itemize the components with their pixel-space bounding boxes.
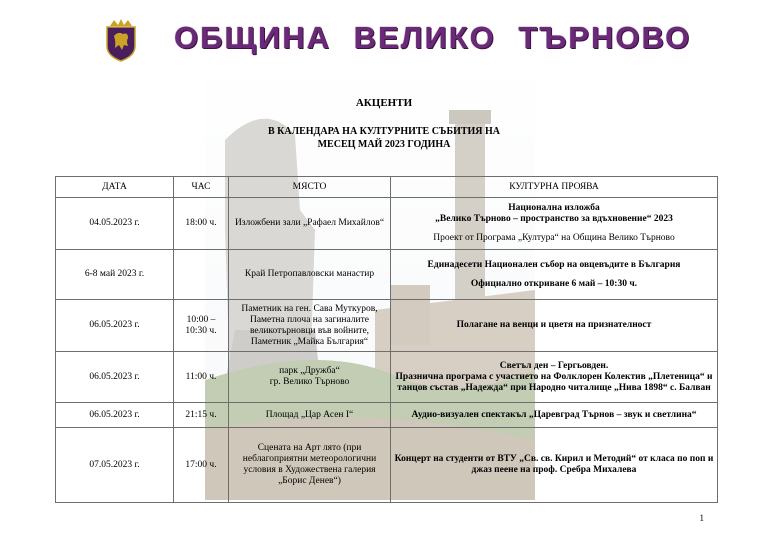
table-row <box>56 198 718 250</box>
header-time: ЧАС <box>174 177 229 198</box>
cell-event: Концерт на студенти от ВТУ „Св. св. Кирил и Методий“ от класа по поп и джаз пеене на проф. Сребра Михалева <box>391 428 718 503</box>
cell-place <box>229 352 391 403</box>
header-event: КУЛТУРНА ПРОЯВА <box>391 177 718 198</box>
table-row <box>56 403 718 428</box>
cell-date: 06.05.2023 г. <box>56 300 174 352</box>
cell-place: Паметник на ген. Сава Муткуров, Паметна плоча на загиналите великотърновци във войните, Паметник „Майка България“ <box>229 300 391 352</box>
header-date: ДАТА <box>56 177 174 198</box>
cell-place: Изложбени зали „Рафаел Михайлов“ <box>229 198 391 250</box>
cell-event <box>391 198 718 250</box>
event-line: Официално откриване 6 май – 10:30 ч. <box>470 278 638 289</box>
event-line: Светъл ден – Гергьовден. <box>499 360 609 371</box>
table-row <box>56 428 718 503</box>
page-number: 1 <box>699 513 704 523</box>
cell-place: Сцената на Арт лято (при неблагоприятни метеорологични условия в Художествена галерия „Борис Денев“) <box>229 428 391 503</box>
place-line: гр. Велико Търново <box>269 377 350 387</box>
event-line: Национална изложба <box>508 203 600 213</box>
event-line: Празнична програма с участието на Фолклорен Колектив „Плетеница“ и танцов състав „Надежда“ при Народно читалище „Нива 1898“ с. Балван <box>395 371 713 393</box>
cell-time <box>174 250 229 300</box>
cell-date: 6-8 май 2023 г. <box>56 250 174 300</box>
subtitle-line-1: В КАЛЕНДАРА НА КУЛТУРНИТЕ СЪБИТИЯ НА <box>267 126 501 137</box>
cell-time: 10:00 – 10:30 ч. <box>174 300 229 352</box>
cell-date: 06.05.2023 г. <box>56 352 174 403</box>
municipality-title: ОБЩИНА ВЕЛИКО ТЪРНОВО <box>174 20 692 55</box>
subtitle-line-2: МЕСЕЦ МАЙ 2023 ГОДИНА <box>317 139 451 150</box>
cell-time: 11:00 ч. <box>174 352 229 403</box>
place-line: парк „Дружба“ <box>279 366 340 376</box>
cell-date: 06.05.2023 г. <box>56 403 174 428</box>
cell-place: Край Петропавловски манастир <box>229 250 391 300</box>
table-row <box>56 300 718 352</box>
cell-time: 18:00 ч. <box>174 198 229 250</box>
cell-event: Аудио-визуален спектакъл „Царевград Търнов – звук и светлина“ <box>391 403 718 428</box>
cell-event <box>391 352 718 403</box>
document-title: АКЦЕНТИ <box>355 97 413 109</box>
event-line: „Велико Търново – пространство за вдъхновение“ 2023 <box>435 214 673 224</box>
events-table <box>55 176 718 503</box>
event-line: Проект от Програма „Култура“ на Община Велико Търново <box>433 233 675 243</box>
coat-of-arms-logo <box>104 18 138 62</box>
cell-date: 04.05.2023 г. <box>56 198 174 250</box>
document-header <box>0 0 768 70</box>
table-row <box>56 352 718 403</box>
document-subtitle <box>0 125 768 151</box>
cell-place: Площад „Цар Асен I“ <box>229 403 391 428</box>
table-row <box>56 250 718 300</box>
cell-date: 07.05.2023 г. <box>56 428 174 503</box>
cell-event: Полагане на венци и цветя на признателност <box>391 300 718 352</box>
cell-time: 17:00 ч. <box>174 428 229 503</box>
event-line: Единадесети Национален събор на овцевъдите в България <box>427 259 681 270</box>
cell-event <box>391 250 718 300</box>
table-header-row <box>56 177 718 198</box>
cell-time: 21:15 ч. <box>174 403 229 428</box>
header-place: МЯСТО <box>229 177 391 198</box>
